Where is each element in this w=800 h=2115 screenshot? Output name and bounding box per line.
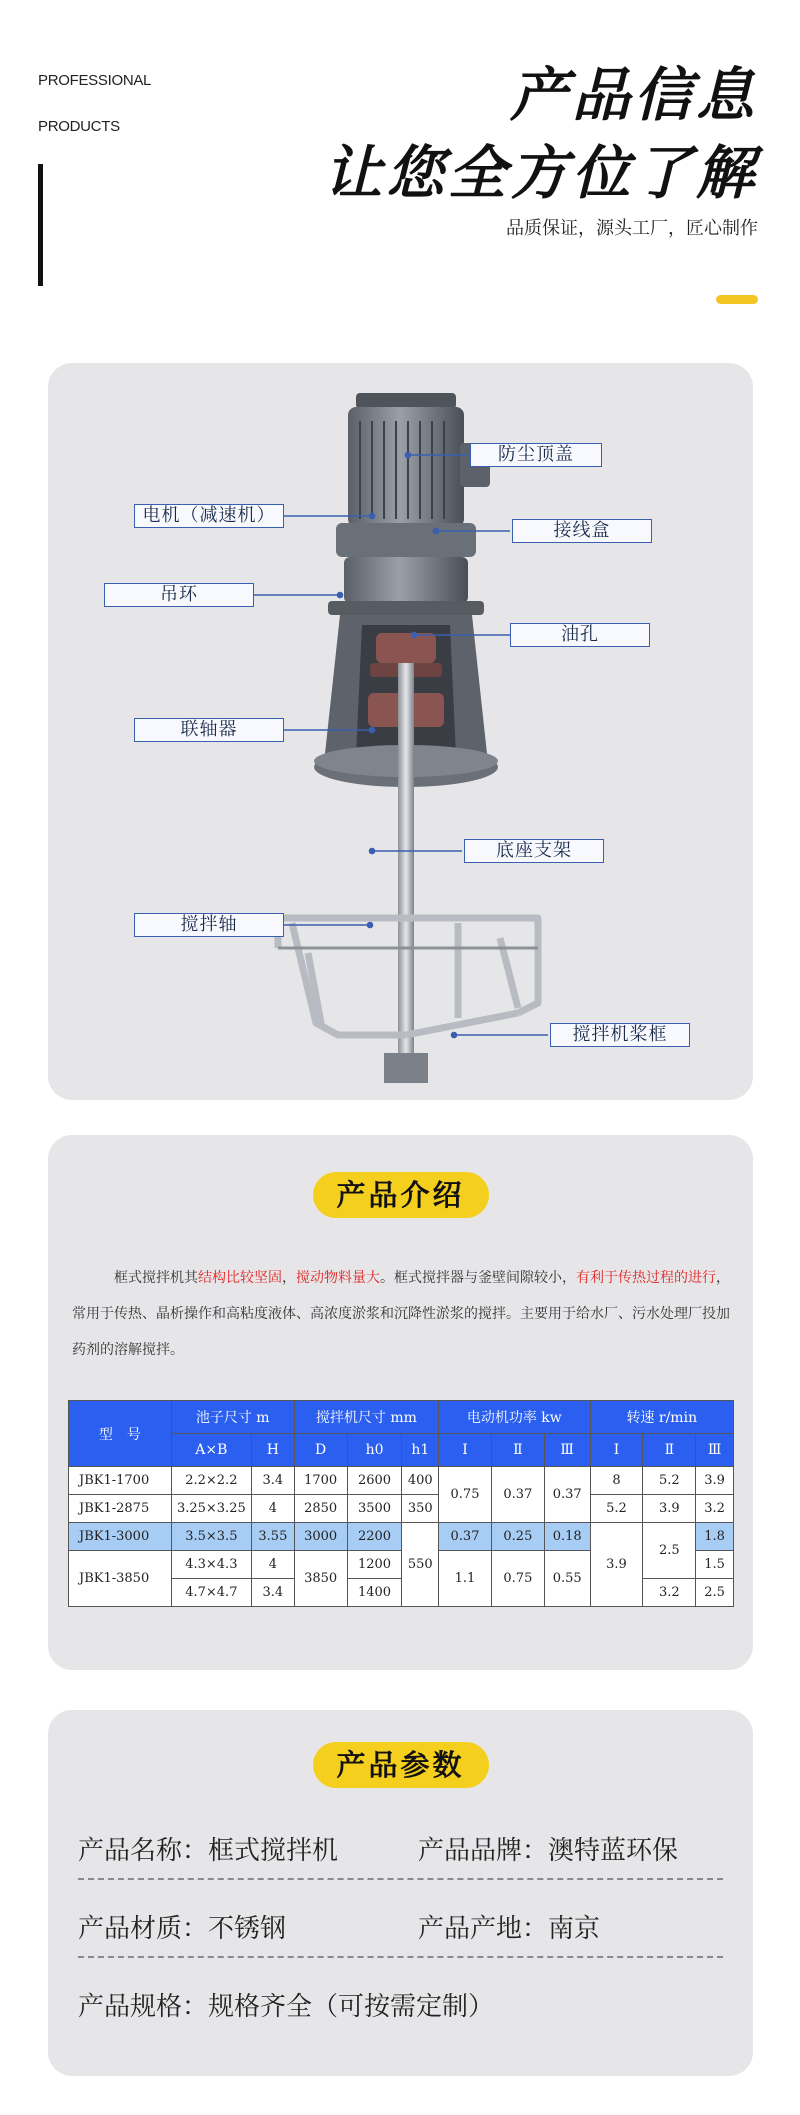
cell-d: 2850: [294, 1495, 347, 1523]
table-row: [69, 1467, 734, 1495]
header-subtitle: 品质保证，源头工厂，匠心制作: [506, 218, 758, 239]
cell-h1: 400: [402, 1467, 439, 1495]
param-product-origin: 产品产地：南京: [418, 1914, 601, 1944]
cell-axb: 4.3×4.3: [171, 1551, 251, 1579]
cell-speed-i: 5.2: [590, 1495, 643, 1523]
th-pool-size: 池子尺寸 m: [171, 1401, 294, 1434]
table-header-row: [69, 1401, 734, 1434]
intro-paragraph: [72, 1260, 732, 1368]
param-product-spec: 产品规格：规格齐全（可按需定制）: [78, 1992, 495, 2022]
cell-speed-iii: 1.8: [696, 1523, 734, 1551]
cell-speed-ii: 5.2: [643, 1467, 696, 1495]
cell-axb: 2.2×2.2: [171, 1467, 251, 1495]
param-product-material: 产品材质：不锈钢: [78, 1914, 287, 1944]
label-lifting-ring: 吊环: [104, 583, 254, 607]
label-junction-box: 接线盒: [512, 519, 652, 543]
label-coupling: 联轴器: [134, 718, 284, 742]
cell-speed-iii: 2.5: [696, 1579, 734, 1607]
th-model: 型 号: [69, 1401, 172, 1467]
th-speed-ii: Ⅱ: [643, 1434, 696, 1467]
param-product-name: 产品名称：框式搅拌机: [78, 1836, 339, 1866]
header-en-line2: PRODUCTS: [38, 118, 120, 135]
intro-text-b: ，: [282, 1270, 296, 1286]
spec-table: [68, 1400, 734, 1607]
th-motor-power: 电动机功率 kw: [439, 1401, 590, 1434]
cell-d: 1700: [294, 1467, 347, 1495]
th-axb: A×B: [171, 1434, 251, 1467]
cell-h: 3.4: [252, 1579, 295, 1607]
label-paddle-frame: 搅拌机桨框: [550, 1023, 690, 1047]
params-row-3: [78, 1986, 723, 2020]
cell-axb: 3.25×3.25: [171, 1495, 251, 1523]
cell-h0: 2200: [347, 1523, 402, 1551]
cell-model: JBK1-3850: [69, 1551, 172, 1607]
cell-power-i: 0.75: [439, 1467, 492, 1523]
header-vertical-bar: [38, 164, 43, 286]
page-title-line1: 产品信息: [509, 61, 758, 129]
cell-power-iii: 0.55: [544, 1551, 590, 1607]
cell-d: 3850: [294, 1551, 347, 1607]
cell-model: JBK1-2875: [69, 1495, 172, 1523]
params-row-2: [78, 1908, 723, 1942]
page-title-line2: 让您全方位了解: [323, 139, 758, 207]
params-divider: [78, 1878, 723, 1880]
table-row: [69, 1495, 734, 1523]
cell-h: 3.55: [252, 1523, 295, 1551]
th-h1: h1: [402, 1434, 439, 1467]
th-power-i: Ⅰ: [439, 1434, 492, 1467]
cell-power-iii: 0.18: [544, 1523, 590, 1551]
label-shaft: 搅拌轴: [134, 913, 284, 937]
cell-axb: 4.7×4.7: [171, 1579, 251, 1607]
th-power-ii: Ⅱ: [491, 1434, 544, 1467]
cell-h0: 3500: [347, 1495, 402, 1523]
intro-highlight-structure: 结构比较坚固: [198, 1270, 282, 1286]
intro-badge: 产品介绍: [313, 1172, 489, 1218]
cell-speed-iii: 3.9: [696, 1467, 734, 1495]
cell-power-ii: 0.25: [491, 1523, 544, 1551]
cell-power-ii: 0.75: [491, 1551, 544, 1607]
cell-power-i: 0.37: [439, 1523, 492, 1551]
cell-h0: 2600: [347, 1467, 402, 1495]
cell-power-ii: 0.37: [491, 1467, 544, 1523]
params-divider: [78, 1956, 723, 1958]
cell-h1: 350: [402, 1495, 439, 1523]
cell-model: JBK1-1700: [69, 1467, 172, 1495]
th-speed-iii: Ⅲ: [696, 1434, 734, 1467]
cell-speed-ii: 3.9: [643, 1495, 696, 1523]
th-h: H: [252, 1434, 295, 1467]
intro-text-a: 框式搅拌机其: [114, 1270, 198, 1286]
th-h0: h0: [347, 1434, 402, 1467]
product-intro-card: [48, 1135, 753, 1670]
cell-speed-iii: 3.2: [696, 1495, 734, 1523]
label-dust-cover: 防尘顶盖: [470, 443, 602, 467]
th-speed-i: Ⅰ: [590, 1434, 643, 1467]
params-row-1: [78, 1830, 723, 1864]
cell-d: 3000: [294, 1523, 347, 1551]
label-base-bracket: 底座支架: [464, 839, 604, 863]
th-power-iii: Ⅲ: [544, 1434, 590, 1467]
th-speed: 转速 r/min: [590, 1401, 733, 1434]
cell-power-iii: 0.37: [544, 1467, 590, 1523]
label-motor: 电机（减速机）: [134, 504, 284, 528]
label-oil-hole: 油孔: [510, 623, 650, 647]
cell-speed-ii: 3.2: [643, 1579, 696, 1607]
th-d: D: [294, 1434, 347, 1467]
th-mixer-size: 搅拌机尺寸 mm: [294, 1401, 438, 1434]
product-diagram-card: [48, 363, 753, 1100]
cell-speed-ii: 2.5: [643, 1523, 696, 1579]
header-accent-bar: [716, 295, 758, 304]
cell-power-i: 1.1: [439, 1551, 492, 1607]
product-params-card: [48, 1710, 753, 2076]
params-badge: 产品参数: [313, 1742, 489, 1788]
cell-h0: 1400: [347, 1579, 402, 1607]
param-product-brand: 产品品牌：澳特蓝环保: [418, 1836, 679, 1866]
intro-highlight-heat: 有利于传热过程的进行: [576, 1270, 716, 1286]
cell-h1: 550: [402, 1523, 439, 1607]
intro-text-d: ，常用于传热、晶析操作和高粘度液体、高浓度淤浆和沉降性淤浆的搅拌。主要用于给水厂、污水处理厂投加药剂的溶解搅拌。: [72, 1270, 730, 1358]
cell-h: 4: [252, 1495, 295, 1523]
table-row: [69, 1523, 734, 1551]
cell-h: 4: [252, 1551, 295, 1579]
cell-axb: 3.5×3.5: [171, 1523, 251, 1551]
header-en-line1: PROFESSIONAL: [38, 72, 152, 89]
cell-h: 3.4: [252, 1467, 295, 1495]
intro-text-c: 。框式搅拌器与釜壁间隙较小，: [380, 1270, 576, 1286]
cell-h0: 1200: [347, 1551, 402, 1579]
cell-speed-iii: 1.5: [696, 1551, 734, 1579]
cell-speed-i: 3.9: [590, 1523, 643, 1607]
cell-model: JBK1-3000: [69, 1523, 172, 1551]
intro-highlight-volume: 搅动物料量大: [296, 1270, 380, 1286]
cell-speed-i: 8: [590, 1467, 643, 1495]
